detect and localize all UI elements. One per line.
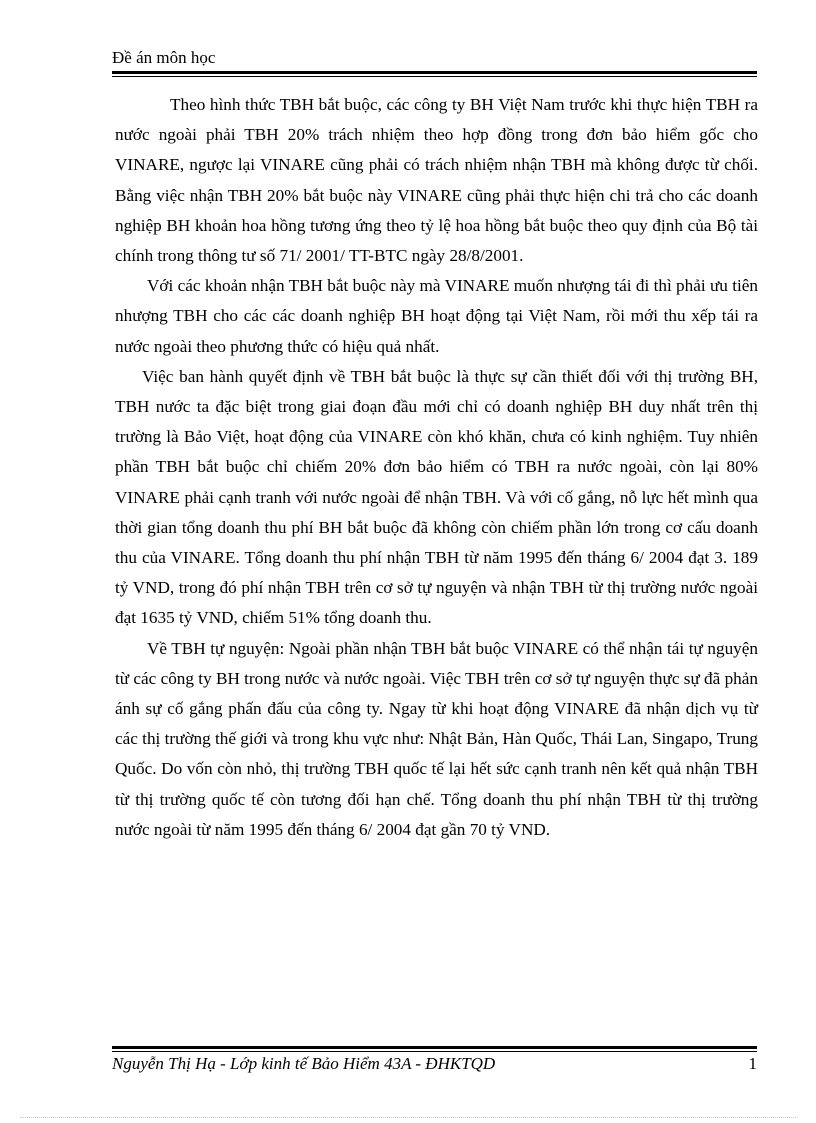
- document-body: [115, 90, 758, 845]
- paragraph-3: Việc ban hành quyết định về TBH bắt buộc là thực sự cần thiết đối với thị trường BH, TBH nước ta đặc biệt trong giai đoạn đầu mới chỉ có doanh nghiệp BH duy nhất trên thị trường là Bảo Việt, hoạt động của VINARE còn khó khăn, chưa có kinh nghiệm. Tuy nhiên phần TBH bắt buộc chỉ chiếm 20% đơn bảo hiểm có TBH ra nước ngoài, còn lại 80% VINARE phải cạnh tranh với nước ngoài để nhận TBH. Và với cố gắng, nỗ lực hết mình qua thời gian tổng doanh thu phí BH bắt buộc đã không còn chiếm phần lớn trong cơ cấu doanh thu của VINARE. Tổng doanh thu phí nhận TBH từ năm 1995 đến tháng 6/ 2004 đạt 3. 189 tỷ VND, trong đó phí nhận TBH trên cơ sở tự nguyện và nhận TBH từ thị trường nước ngoài đạt 1635 tỷ VND, chiếm 51% tổng doanh thu.: [115, 366, 758, 628]
- page-number: 1: [748, 1054, 757, 1073]
- footer-author: Nguyễn Thị Hạ - Lớp kinh tế Bảo Hiểm 43A - ĐHKTQD: [112, 1054, 496, 1073]
- page-header: [112, 47, 757, 69]
- page-footer: [112, 1053, 757, 1075]
- document-title: Đề án môn học: [112, 48, 216, 67]
- header-rule-thin: [112, 76, 757, 77]
- page-edge-divider: [20, 1117, 796, 1118]
- paragraph-1: Theo hình thức TBH bắt buộc, các công ty BH Việt Nam trước khi thực hiện TBH ra nước ngoài phải TBH 20% trách nhiệm theo hợp đồng trong đơn bảo hiểm gốc cho VINARE, ngược lại VINARE cũng phải có trách nhiệm nhận TBH mà không được từ chối. Bằng việc nhận TBH 20% bắt buộc này VINARE cũng phải thực hiện chi trả cho các doanh nghiệp BH khoản hoa hồng tương ứng theo tỷ lệ hoa hồng bắt buộc theo quy định của Bộ tài chính trong thông tư số 71/ 2001/ TT-BTC ngày 28/8/2001.: [115, 95, 758, 266]
- footer-rule-thin: [112, 1051, 757, 1052]
- footer-rule-thick: [112, 1046, 757, 1049]
- paragraph-4: Về TBH tự nguyện: Ngoài phần nhận TBH bắt buộc VINARE có thể nhận tái tự nguyện từ các công ty BH trong nước và nước ngoài. Việc TBH trên cơ sở tự nguyện thực sự đã phản ánh sự cố gắng phấn đấu của công ty. Ngay từ khi hoạt động VINARE đã nhận dịch vụ từ các thị trường thế giới và trong khu vực như: Nhật Bản, Hàn Quốc, Thái Lan, Singapo, Trung Quốc. Do vốn còn nhỏ, thị trường TBH quốc tế lại hết sức cạnh tranh nên kết quả nhận TBH từ thị trường quốc tế còn tương đối hạn chế. Tổng doanh thu phí nhận TBH từ thị trường nước ngoài từ năm 1995 đến tháng 6/ 2004 đạt gần 70 tỷ VND.: [115, 638, 758, 839]
- header-rule-thick: [112, 71, 757, 74]
- paragraph-2: Với các khoản nhận TBH bắt buộc này mà VINARE muốn nhượng tái đi thì phải ưu tiên nhượng TBH cho các các doanh nghiệp BH hoạt động tại Việt Nam, rồi mới thu xếp tái ra nước ngoài theo phương thức có hiệu quả nhất.: [115, 276, 758, 356]
